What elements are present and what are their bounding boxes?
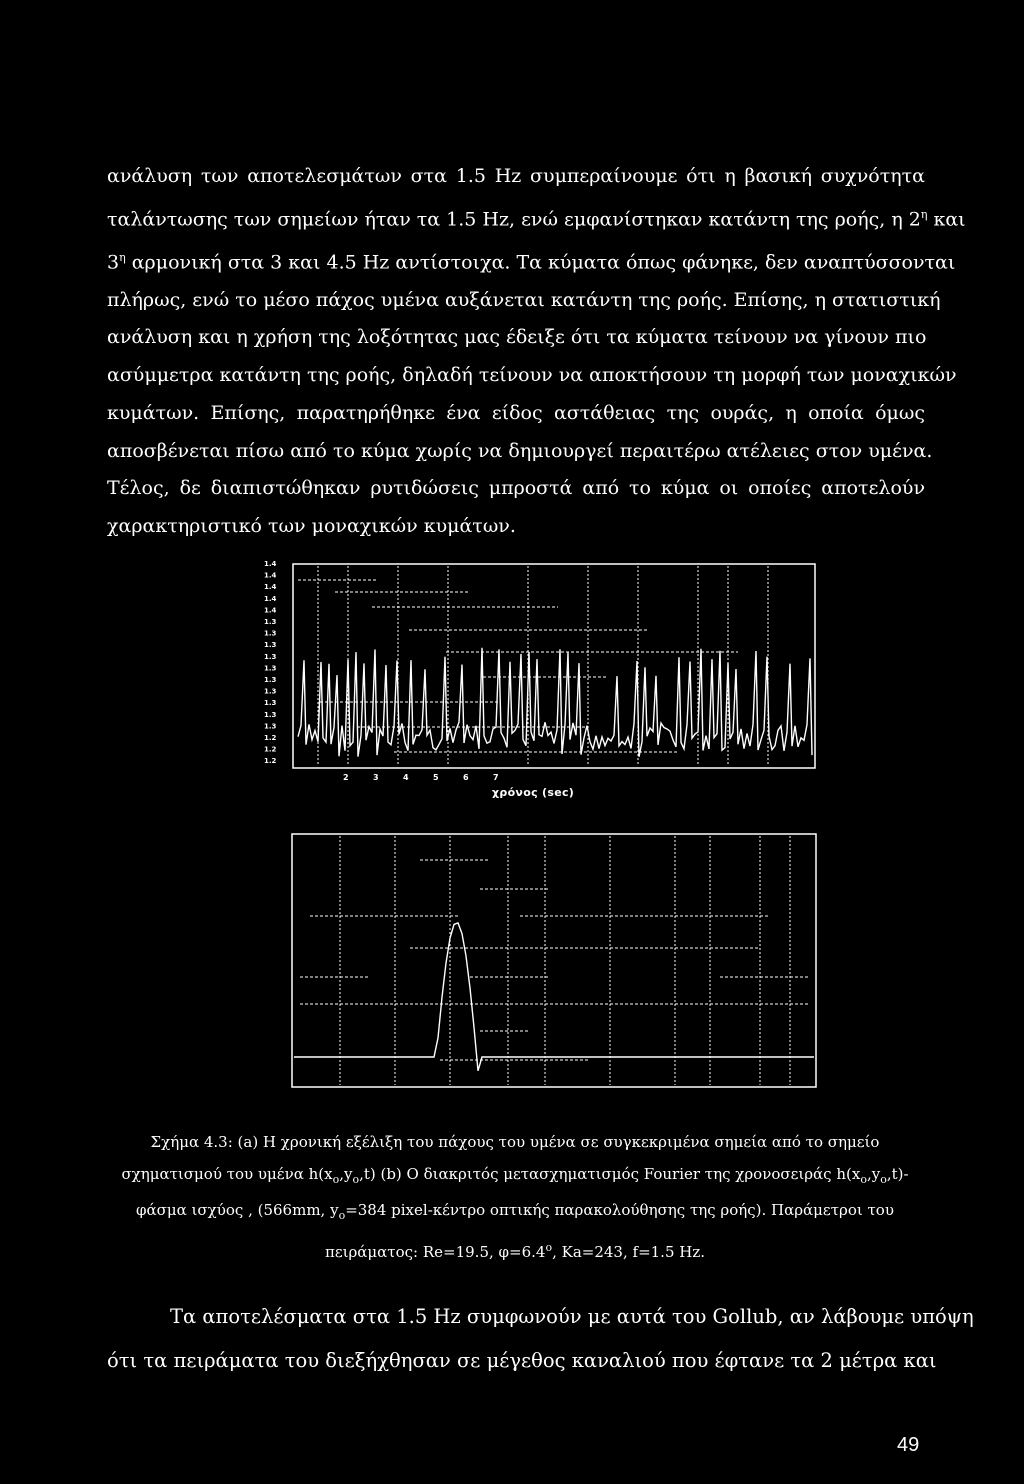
- text-line: ασύμμετρα κατάντη της ροής, δηλαδή τείνουν να αποκτήσουν τη μορφή των μοναχικών: [107, 364, 957, 387]
- caption-line: φάσμα ισχύος , (566mm, $y_o=384$ pixel-κέντρο οπτικής παρακολούθησης της ροής). Παράμετροι του: [136, 1201, 894, 1222]
- body-paragraph-2: [107, 1295, 974, 1383]
- text-line: Τέλος, δε διαπιστώθηκαν ρυτιδώσεις μπροστά από το κύμα οι οποίες αποτελούν: [107, 477, 925, 500]
- time-series-chart: [258, 552, 818, 782]
- x-tick-label: 6: [463, 773, 469, 782]
- text-line: ταλάντωσης των σημείων ήταν τα 1.5 Hz, ενώ εμφανίστηκαν κατάντη της ροής, η $2^\eta$ και: [107, 207, 966, 231]
- x-tick-label: 5: [433, 773, 439, 782]
- y-tick-label: 1.2: [264, 745, 277, 754]
- x-tick-labels: [343, 773, 499, 782]
- y-tick-label: 1.3: [264, 722, 277, 731]
- gridlines: [300, 836, 810, 1085]
- power-spectrum-line: [294, 923, 814, 1071]
- y-tick-label: 1.3: [264, 699, 277, 708]
- y-tick-label: 1.2: [264, 734, 277, 742]
- text-line: $3^\eta$ αρμονική στα 3 και 4.5 Hz αντίστοιχα. Τα κύματα όπως φάνηκε, δεν αναπτύσσονται: [107, 250, 956, 274]
- caption-line: πειράματος: Re=19.5, $\varphi=6.4^o$, Ka=243, f=1.5 Hz.: [324, 1240, 706, 1261]
- page-number: 49: [897, 1434, 920, 1456]
- plot-frame: [292, 834, 816, 1087]
- caption-line: σχηματισμού του υμένα $h(x_o,y_o,t)$ (b) Ο διακριτός μετασχηματισμός Fourier της χρονοσειράς $h(x_o,y_o,t)-$: [121, 1164, 909, 1186]
- plot-frame: [293, 564, 815, 768]
- y-tick-label: 1.3: [264, 687, 277, 696]
- text-line: πλήρως, ενώ το μέσο πάχος υμένα αυξάνεται κατάντη της ροής. Επίσης, η στατιστική: [107, 288, 941, 311]
- spectrum-chart: [290, 832, 820, 1092]
- y-tick-label: 1.4: [264, 583, 277, 592]
- y-tick-label: 1.4: [264, 571, 277, 580]
- text-line: ανάλυση και η χρήση της λοξότητας μας έδειξε ότι τα κύματα τείνουν να γίνουν πιο: [107, 326, 927, 349]
- text-line: ότι τα πειράματα του διεξήχθησαν σε μέγεθος καναλιού που έφτανε τα 2 μέτρα και: [107, 1349, 937, 1372]
- x-tick-label: 4: [403, 773, 409, 782]
- y-tick-label: 1.3: [264, 618, 277, 626]
- y-tick-label: 1.3: [264, 652, 277, 661]
- x-tick-label: 3: [373, 773, 379, 782]
- x-tick-label: 2: [343, 773, 349, 782]
- y-tick-label: 1.4: [264, 560, 277, 568]
- y-tick-labels: [264, 560, 277, 765]
- y-tick-label: 1.3: [264, 676, 277, 684]
- y-tick-label: 1.3: [264, 641, 277, 650]
- text-line: αποσβένεται πίσω από το κύμα χωρίς να δημιουργεί περαιτέρω ατέλειες στον υμένα.: [107, 439, 933, 462]
- y-tick-label: 1.3: [264, 629, 277, 638]
- caption-line: Σχήμα 4.3: (a) Η χρονική εξέλιξη του πάχους του υμένα σε συγκεκριμένα σημεία από το σημείο: [150, 1133, 880, 1151]
- y-tick-label: 1.2: [264, 757, 277, 766]
- body-paragraph-1: [107, 158, 966, 546]
- y-tick-label: 1.4: [264, 606, 277, 615]
- text-line: Τα αποτελέσματα στα 1.5 Hz συμφωνούν με αυτά του Gollub, αν λάβουμε υπόψη: [170, 1305, 974, 1328]
- y-tick-label: 1.3: [264, 710, 277, 719]
- y-tick-label: 1.3: [264, 664, 277, 673]
- x-tick-label: 7: [493, 773, 499, 782]
- text-line: χαρακτηριστικό των μοναχικών κυμάτων.: [107, 514, 516, 537]
- x-axis-label: χρόνος (sec): [492, 786, 575, 799]
- figure-caption: [120, 1127, 910, 1268]
- text-line: κυμάτων. Επίσης, παρατηρήθηκε ένα είδος αστάθειας της ουράς, η οποία όμως: [107, 401, 925, 424]
- text-line: ανάλυση των αποτελεσμάτων στα 1.5 Hz συμπεραίνουμε ότι η βασική συχνότητα: [107, 165, 925, 187]
- y-tick-label: 1.4: [264, 594, 277, 603]
